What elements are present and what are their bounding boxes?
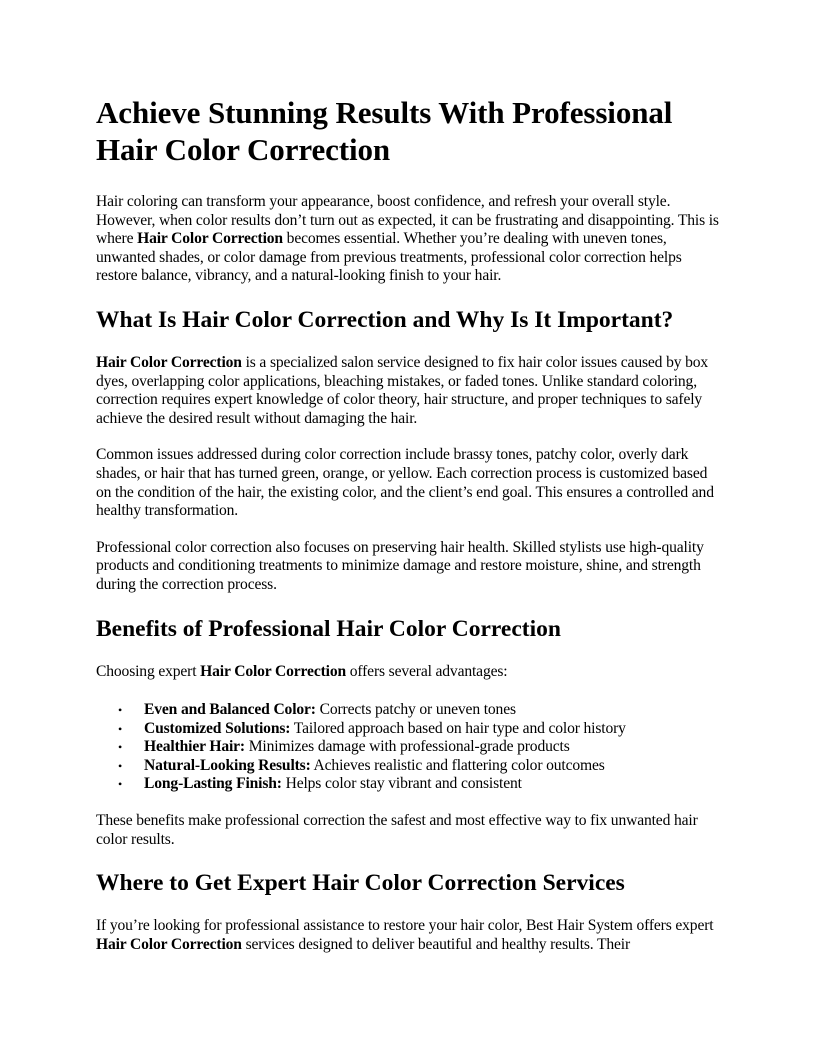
intro-keyword: Hair Color Correction: [137, 230, 283, 248]
list-item-label: Even and Balanced Color:: [144, 701, 316, 719]
list-item-text: Helps color stay vibrant and consistent: [281, 775, 522, 793]
bullet-icon: •: [118, 703, 123, 718]
what-is-paragraph-1: [96, 354, 722, 428]
what-is-keyword: Hair Color Correction: [96, 353, 242, 371]
intro-text-2: becomes essential. Whether you’re dealing with uneven tones, unwanted shades, or color damage from previous treatments, professional color correction helps restore balance, vibrancy, and a natural-looking finish to your hair.: [96, 230, 682, 285]
section-heading-benefits: Benefits of Professional Hair Color Correction: [96, 615, 561, 642]
list-item-label: Natural-Looking Results:: [144, 756, 311, 774]
benefits-intro-text-2: offers several advantages:: [345, 662, 508, 680]
benefits-outro: These benefits make professional correction the safest and most effective way to fix unwanted hair color results.: [96, 812, 698, 848]
list-item: [118, 756, 722, 776]
list-item: [118, 775, 722, 794]
what-is-paragraph-2: Common issues addressed during color correction include brassy tones, patchy color, overly dark shades, or hair that has turned green, orange, or yellow. Each correction process is customized based on the condition of the hair, the existing color, and the client’s end goal. This ensures a controlled and healthy transformation.: [96, 446, 714, 520]
list-item-text: Minimizes damage with professional-grade products: [244, 738, 570, 756]
list-item-label: Healthier Hair:: [144, 738, 245, 756]
bullet-icon: •: [118, 777, 123, 792]
what-is-paragraph-3: Professional color correction also focuses on preserving hair health. Skilled stylists use high-quality products and conditioning treatments to minimize damage and restore moisture, shine, and strength during the correction process.: [96, 538, 704, 593]
bullet-icon: •: [118, 721, 123, 736]
page-title: Achieve Stunning Results With Professional Hair Color Correction: [96, 95, 673, 167]
intro-paragraph: [96, 193, 722, 286]
where-paragraph: [96, 917, 722, 954]
list-item: [118, 701, 722, 720]
list-item-label: Long-Lasting Finish:: [144, 775, 282, 793]
list-item: [118, 719, 722, 739]
benefits-intro: [96, 663, 722, 682]
list-item: [118, 738, 722, 757]
bullet-icon: •: [118, 758, 123, 773]
list-item-text: Achieves realistic and flattering color outcomes: [310, 756, 605, 774]
document-page: [96, 94, 722, 972]
list-item-text: Corrects patchy or uneven tones: [315, 701, 516, 719]
where-keyword: Hair Color Correction: [96, 935, 242, 953]
where-text-1: If you’re looking for professional assistance to restore your hair color, Best Hair System offers expert: [96, 917, 714, 935]
benefits-list: [96, 701, 722, 794]
list-item-text: Tailored approach based on hair type and color history: [290, 719, 626, 737]
section-heading-what-is: What Is Hair Color Correction and Why Is It Important?: [96, 306, 674, 333]
where-text-2: services designed to deliver beautiful and healthy results. Their: [241, 935, 631, 953]
benefits-intro-keyword: Hair Color Correction: [200, 662, 346, 680]
list-item-label: Customized Solutions:: [144, 719, 291, 737]
intro-text-1: Hair coloring can transform your appearance, boost confidence, and refresh your overall style. However, when color results don’t turn out as expected, it can be frustrating and disappointing. This is where: [96, 193, 719, 248]
what-is-text-1: is a specialized salon service designed to fix hair color issues caused by box dyes, overlapping color applications, bleaching mistakes, or faded tones. Unlike standard coloring, correction requires expert knowledge of color theory, hair structure, and proper techniques to safely achieve the desired result without damaging the hair.: [96, 353, 709, 427]
bullet-icon: •: [118, 740, 123, 755]
section-heading-where: Where to Get Expert Hair Color Correction Services: [96, 870, 625, 897]
benefits-intro-text-1: Choosing expert: [96, 662, 201, 680]
